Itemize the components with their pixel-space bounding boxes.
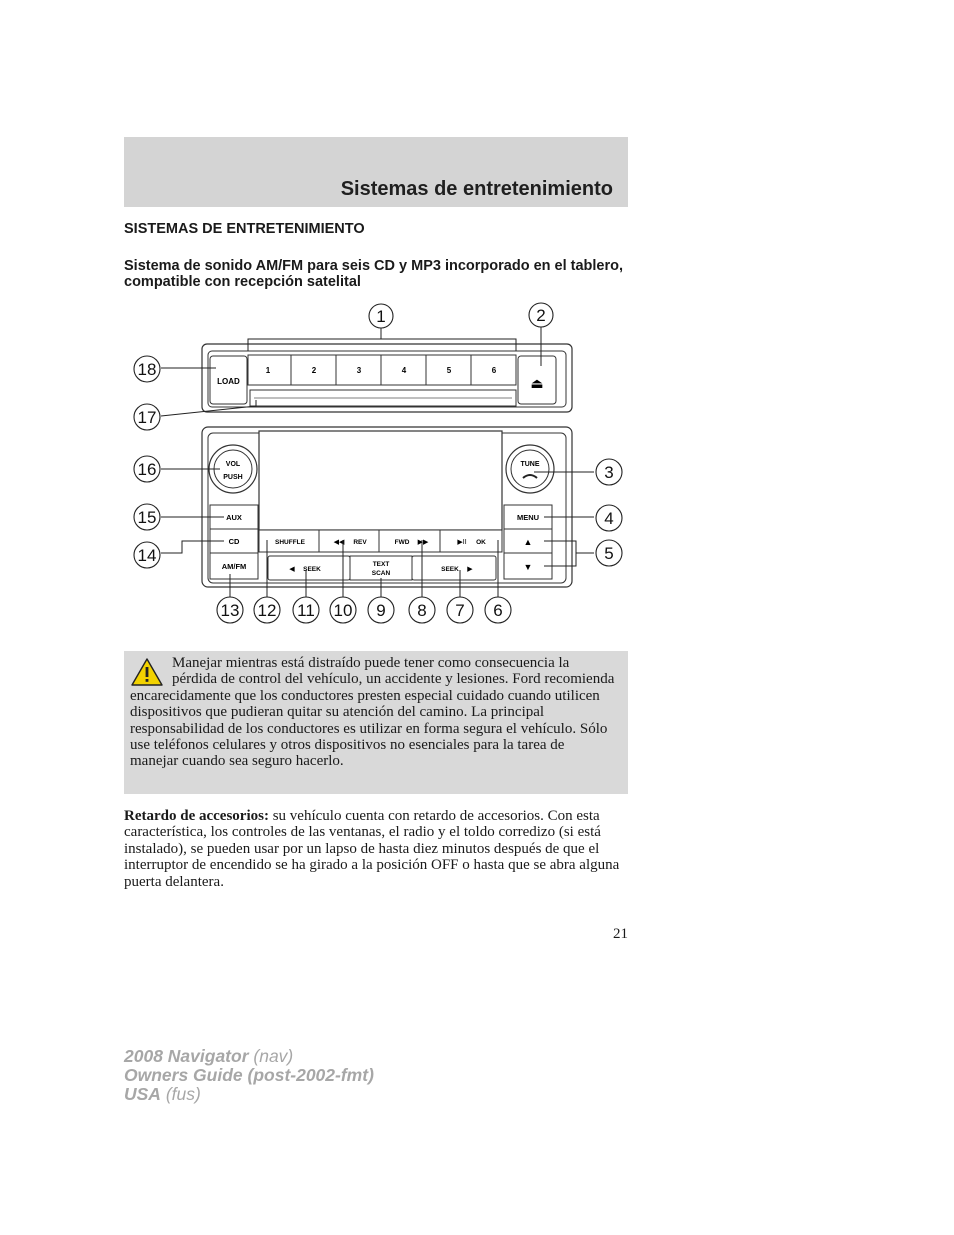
footer bbox=[124, 1047, 374, 1104]
preset-button-5[interactable]: 5 bbox=[446, 366, 452, 375]
callout-label-3: 3 bbox=[604, 463, 614, 482]
preset-strip bbox=[248, 355, 516, 385]
footer-guide: Owners Guide (post-2002-fmt) bbox=[124, 1065, 374, 1085]
vol-label: VOL bbox=[225, 461, 241, 468]
section-heading: SISTEMAS DE ENTRETENIMIENTO bbox=[124, 221, 365, 237]
callout-label-7: 7 bbox=[455, 601, 465, 620]
accessory-delay-lead: Retardo de accesorios: bbox=[124, 808, 269, 824]
warning-text: Manejar mientras está distraído puede tener como consecuencia la pérdida de control del vehículo, un accidente y lesiones. Ford recomienda encarecidamente que los conductores presten especial cuidado cuando utilicen dispositivos que pudieran quitar su atención del camino. La principal responsabilidad de los conductores es utilizar en forma segura el vehículo. Sólo use teléfonos celulares y otros dispositivos no esenciales para la tarea de manejar cuando sea seguro hacerlo. bbox=[130, 655, 615, 770]
page-number: 21 bbox=[613, 926, 628, 942]
callout-label-1: 1 bbox=[376, 307, 386, 326]
footer-model: 2008 Navigator bbox=[124, 1046, 249, 1066]
rew-icon: ◀◀ bbox=[333, 539, 345, 546]
scan-label: SCAN bbox=[371, 570, 391, 577]
callout-label-8: 8 bbox=[417, 601, 427, 620]
cd-label: CD bbox=[228, 537, 240, 546]
page-title: Sistemas de entretenimiento bbox=[340, 178, 613, 200]
warning-box bbox=[124, 651, 628, 794]
eject-icon: ⏏ bbox=[530, 375, 544, 391]
fwd-button[interactable]: FWD bbox=[394, 539, 410, 546]
callout-label-4: 4 bbox=[604, 509, 614, 528]
seek-fwd-label: SEEK bbox=[441, 566, 459, 573]
seek-back-icon: ◀ bbox=[289, 566, 295, 573]
header-band bbox=[124, 137, 628, 207]
preset-button-1[interactable]: 1 bbox=[265, 366, 271, 375]
up-arrow-icon: ▲ bbox=[523, 537, 533, 547]
radio-diagram bbox=[124, 300, 628, 635]
callout-label-15: 15 bbox=[137, 508, 157, 527]
callout-label-12: 12 bbox=[257, 601, 277, 620]
callout-label-13: 13 bbox=[220, 601, 240, 620]
callout-label-6: 6 bbox=[493, 601, 503, 620]
accessory-delay-paragraph bbox=[124, 808, 624, 890]
callout-label-9: 9 bbox=[376, 601, 386, 620]
sub-heading: Sistema de sonido AM/FM para seis CD y MP3 incorporado en el tablero, compatible con recepción satelital bbox=[124, 258, 624, 290]
tune-label: TUNE bbox=[520, 461, 540, 468]
callout-label-5: 5 bbox=[604, 544, 614, 563]
down-arrow-icon: ▼ bbox=[523, 562, 533, 572]
callout-label-11: 11 bbox=[297, 601, 315, 620]
amfm-label: AM/FM bbox=[221, 562, 247, 571]
preset-button-3[interactable]: 3 bbox=[356, 366, 362, 375]
warning-triangle-icon bbox=[130, 657, 164, 687]
callout-label-18: 18 bbox=[137, 360, 157, 379]
menu-label: MENU bbox=[516, 513, 540, 522]
ff-icon: ▶▶ bbox=[417, 539, 429, 546]
seek-fwd-icon: ▶ bbox=[467, 566, 473, 573]
preset-button-2[interactable]: 2 bbox=[311, 366, 317, 375]
callout-label-2: 2 bbox=[536, 306, 546, 325]
ok-button[interactable]: OK bbox=[476, 539, 486, 546]
display-screen bbox=[259, 431, 502, 530]
accessory-delay-text: su vehículo cuenta con retardo de accesorios. Con esta característica, los controles de las ventanas, el radio y el toldo corredizo (si está instalado), se pueden usar por un lapso de hasta diez minutos después de que el interruptor de encendido se ha girado a la posición OFF o hasta que se abra alguna puerta delantera. bbox=[124, 808, 620, 890]
push-label: PUSH bbox=[223, 474, 243, 481]
play-pause-icon: ▶II bbox=[457, 539, 467, 546]
aux-label: AUX bbox=[226, 513, 242, 522]
footer-market-code: (fus) bbox=[160, 1084, 201, 1104]
footer-market: USA bbox=[124, 1084, 161, 1104]
preset-button-4[interactable]: 4 bbox=[401, 366, 407, 375]
callout-label-14: 14 bbox=[137, 546, 157, 565]
preset-button-6[interactable]: 6 bbox=[491, 366, 497, 375]
callout-label-16: 16 bbox=[137, 460, 157, 479]
rev-button[interactable]: REV bbox=[353, 539, 367, 546]
footer-model-code: (nav) bbox=[248, 1046, 294, 1066]
shuffle-button[interactable]: SHUFFLE bbox=[275, 539, 305, 546]
callout-label-10: 10 bbox=[333, 601, 353, 620]
callout-label-17: 17 bbox=[137, 408, 157, 427]
text-label: TEXT bbox=[372, 561, 390, 568]
load-label: LOAD bbox=[217, 377, 240, 386]
seek-back-label: SEEK bbox=[303, 566, 321, 573]
